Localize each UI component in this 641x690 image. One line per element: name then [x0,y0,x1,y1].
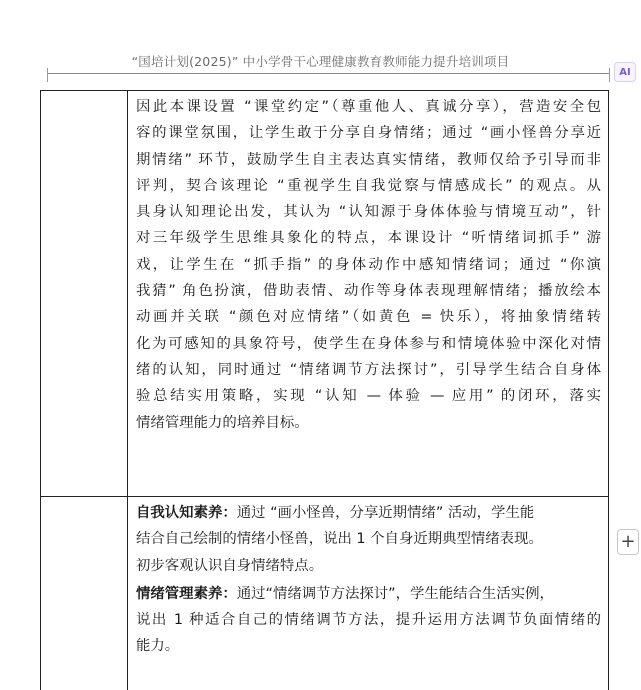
text-fragment: 通过“情绪调节方法探讨”，学生能结合生活实例， [236,585,554,602]
text-line: 绪的认知，同时通过 “情绪调节方法探讨”，引导学生结合自身体 [136,361,601,378]
text-line: 动画并关联 “颜色对应情绪”（如黄色 = 快乐），将抽象情绪转 [136,309,601,326]
text-line: 因此本课设置 “课堂约定”（尊重他人、真诚分享），营造安全包 [136,99,601,115]
text-line: 能力。 [136,638,180,655]
text-line: 对三年级学生思维具象化的特点，本课设计 “听情绪词抓手” 游 [136,230,601,247]
table-row-divider [40,496,609,497]
paragraph-self-awareness [136,500,601,526]
text-line: 初步客观认识自身情绪特点。 [136,557,324,574]
margin-mark-right [609,68,610,82]
text-line: 容的课堂氛围，让学生敢于分享自身情绪；通过 “画小怪兽分享近 [136,125,601,142]
text-line: 我猜” 角色扮演，借助表情、动作等身体表现理解情绪；播放绘本 [136,283,601,300]
paragraph-emotion-management [136,581,601,607]
table-cell-theory-explanation [136,94,601,436]
table-column-divider [127,90,128,690]
text-line: 期情绪” 环节，鼓励学生自主表达真实情绪，教师仅给予引导而非 [136,151,601,168]
margin-mark-left [47,68,48,82]
text-line: 结合自己绘制的情绪小怪兽，说出 1 个自身近期典型情绪表现。 [136,531,543,548]
header-divider [47,73,610,74]
ai-assistant-button[interactable]: AI [614,62,636,82]
emotion-management-label: 情绪管理素养： [136,585,237,602]
text-line: 化为可感知的具象符号，使学生在身体参与和情境体验中深化对情 [136,335,601,352]
self-awareness-label: 自我认知素养： [136,505,237,521]
text-line: 验总结实用策略，实现 “认知 — 体验 — 应用” 的闭环，落实 [136,388,601,405]
table-cell-competency-goals [136,500,601,660]
text-line: 情绪管理能力的培养目标。 [136,414,309,431]
page-header-title: “国培计划(2025)” 中小学骨干心理健康教育教师能力提升培训项目 [131,54,510,69]
text-line: 说出 1 种适合自己的情绪调节方法，提升运用方法调节负面情绪的 [136,612,601,629]
text-fragment: 通过 “画小怪兽，分享近期情绪” 活动，学生能 [236,505,535,521]
text-line: 具身认知理论出发，其认为 “认知源于身体体验与情境互动”，针 [136,204,601,221]
add-block-button[interactable]: + [617,529,639,555]
text-line: 戏，让学生在 “抓手指” 的身体动作中感知情绪词；通过 “你演 [136,256,601,273]
text-line: 评判，契合该理论 “重视学生自我觉察与情感成长” 的观点。从 [136,177,601,194]
